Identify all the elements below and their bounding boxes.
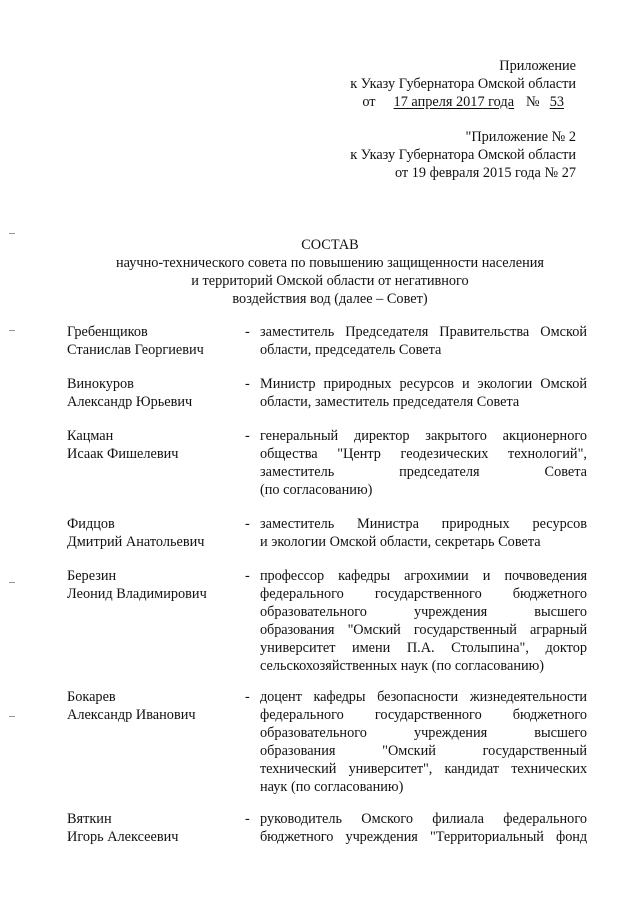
appendix-title: Приложение xyxy=(499,58,576,74)
decree-date: 17 апреля 2017 года xyxy=(393,94,515,110)
member-dash: - xyxy=(245,376,250,392)
appendix2-date-line: от 19 февраля 2015 года № 27 xyxy=(394,165,576,181)
scan-margin-mark xyxy=(9,582,15,583)
heading-line-2: и территорий Омской области от негативного xyxy=(191,273,469,289)
scan-margin-mark xyxy=(9,716,15,717)
heading-line-1: научно-технического совета по повышению защищенности населения xyxy=(115,255,544,271)
member-name: Березин Леонид Владимирович xyxy=(67,568,207,602)
decree-number: 53 xyxy=(549,94,564,110)
member-dash: - xyxy=(245,689,250,705)
member-position: профессор кафедры агрохимии и почвоведения федерального государственного бюджетного образовательного учреждения высшего образования "Омский государственный аграрный университет имени П.А. Столыпина", доктор сельскохозяйственных наук (по согласованию) xyxy=(260,568,587,674)
member-position: заместитель Министра природных ресурсов и экологии Омской области, секретарь Совета xyxy=(260,516,587,550)
date-from-label: от xyxy=(362,94,376,110)
member-name: Гребенщиков Станислав Георгиевич xyxy=(67,324,204,358)
appendix2-title: "Приложение № 2 xyxy=(465,129,576,145)
decree-number-label: № xyxy=(526,94,540,110)
heading-line-3: воздействия вод (далее – Совет) xyxy=(232,291,428,307)
member-position: руководитель Омского филиала федерального бюджетного учреждения "Территориальный фонд xyxy=(260,811,587,845)
member-dash: - xyxy=(245,811,250,827)
member-position: доцент кафедры безопасности жизнедеятельности федерального государственного бюджетного образовательного учреждения высшего образования "Омский государственный технический университет", кандидат технических наук (по согласованию) xyxy=(260,689,587,795)
scan-margin-mark xyxy=(9,233,15,234)
appendix-decree-line: к Указу Губернатора Омской области xyxy=(350,76,576,92)
member-position: Министр природных ресурсов и экологии Омской области, заместитель председателя Совета xyxy=(260,376,587,410)
member-name: Винокуров Александр Юрьевич xyxy=(67,376,193,410)
member-dash: - xyxy=(245,568,250,584)
member-dash: - xyxy=(245,428,250,444)
member-name: Кацман Исаак Фишелевич xyxy=(67,428,179,462)
member-name: Бокарев Александр Иванович xyxy=(67,689,196,723)
member-name: Вяткин Игорь Алексеевич xyxy=(67,811,179,845)
appendix-date-line xyxy=(350,93,576,111)
member-name: Фидцов Дмитрий Анатольевич xyxy=(67,516,205,550)
member-position: заместитель Председателя Правительства Омской области, председатель Совета xyxy=(260,324,587,358)
heading-title: СОСТАВ xyxy=(301,237,359,253)
member-dash: - xyxy=(245,324,250,340)
appendix2-decree-line: к Указу Губернатора Омской области xyxy=(350,147,576,163)
member-position: генеральный директор закрытого акционерного общества "Центр геодезических технологий", заместитель председателя Совета (по согласованию) xyxy=(260,428,587,498)
scan-margin-mark xyxy=(9,330,15,331)
member-dash: - xyxy=(245,516,250,532)
document-heading xyxy=(0,236,640,308)
appendix-header-current xyxy=(350,57,576,111)
appendix-header-original xyxy=(350,128,576,182)
